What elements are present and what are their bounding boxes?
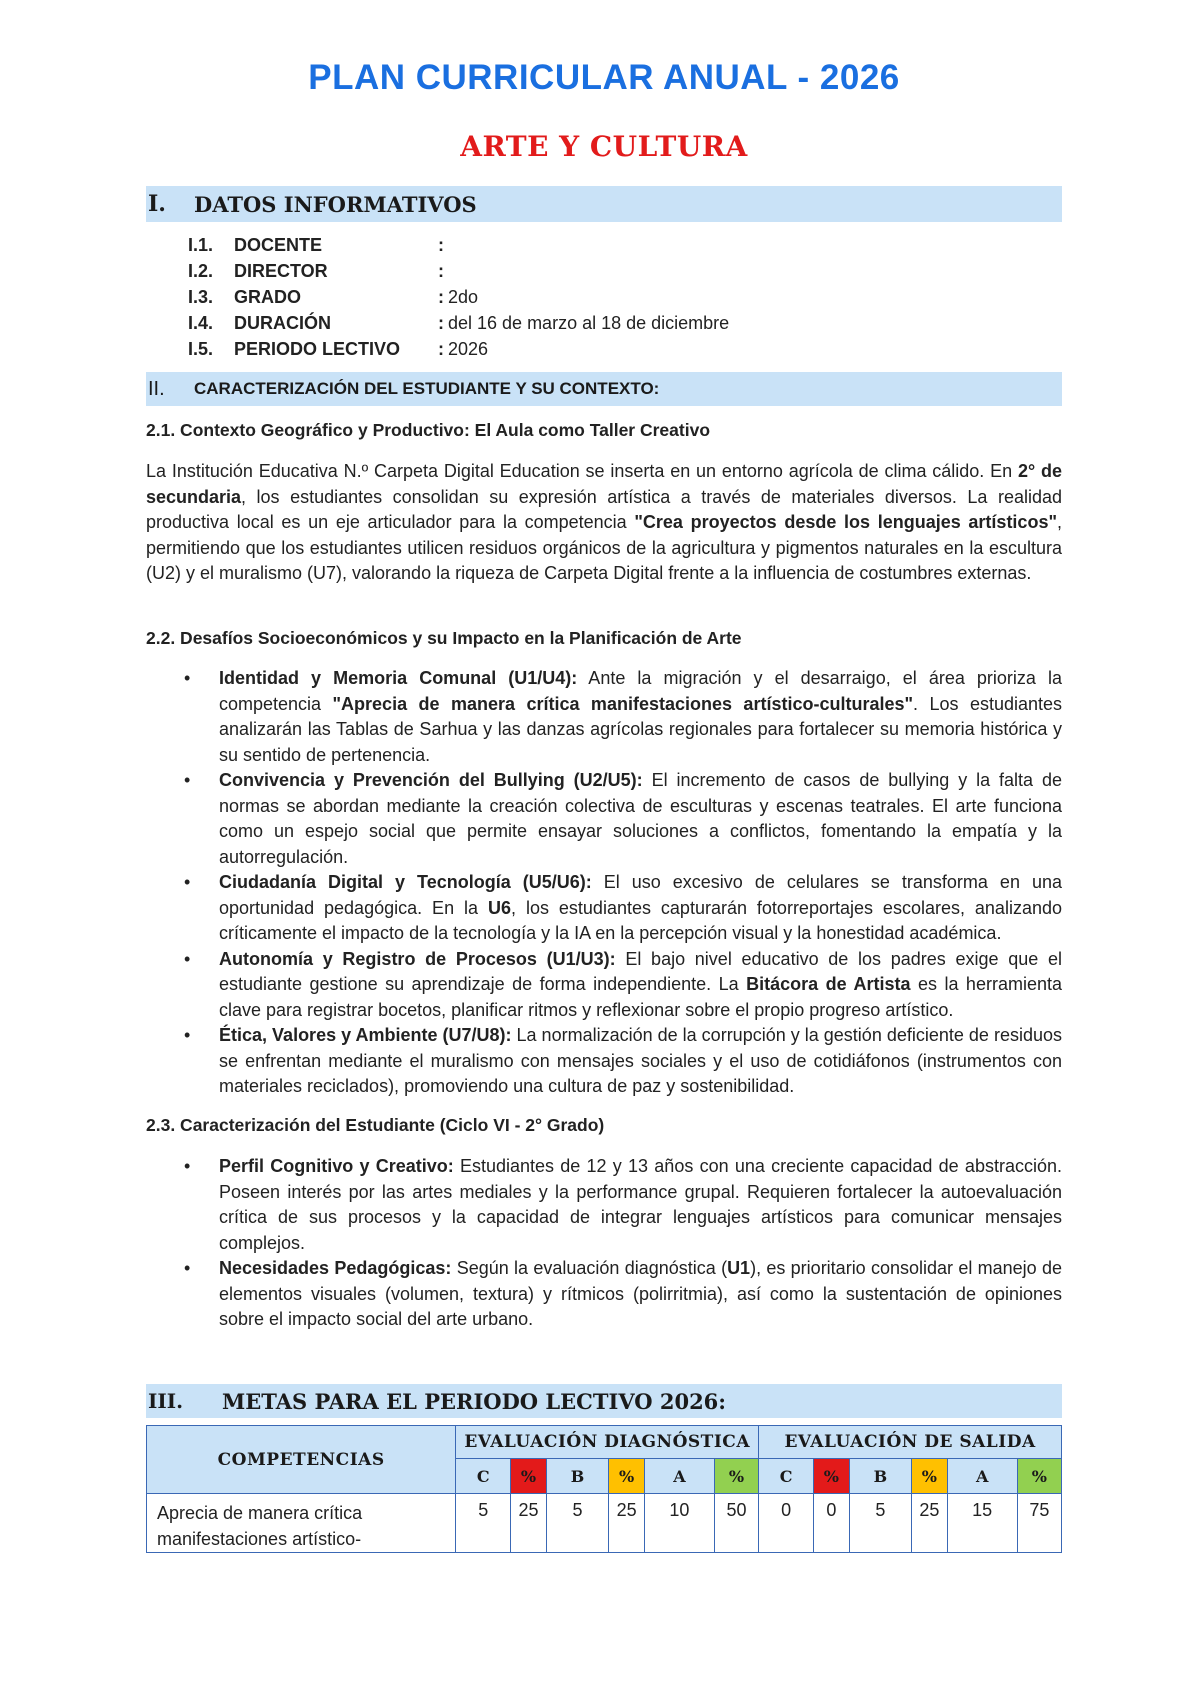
subsection-2-3-title: 2.3. Caracterización del Estudiante (Ciclo VI - 2° Grado): [146, 1115, 605, 1135]
info-colon: :: [438, 313, 444, 333]
item-text: ), es prioritario consolidar el manejo de elementos visuales (volumen, textura) y rítmicos (polirritmia), así como la sustentación de opiniones sobre el impacto social del arte urbano.: [219, 1258, 1062, 1329]
info-row: [188, 258, 729, 284]
item-text: , los estudiantes capturarán fotorreportajes escolares, analizando críticamente el impacto de la tecnología y la IA en la percepción visual y la honestidad académica.: [219, 897, 1062, 943]
context-bold: 2° de secundaria: [146, 461, 1063, 507]
info-colon: :: [438, 339, 444, 359]
item-text: Ante la migración y el desarraigo, el área prioriza la competencia: [219, 668, 1062, 714]
item-text: El bajo nivel educativo de los padres exige que el estudiante gestione su aprendizaje de forma independiente. La: [219, 948, 1062, 994]
subheader-percent: %: [1017, 1459, 1061, 1494]
info-value: 2do: [448, 287, 479, 307]
value-cell: 25: [511, 1494, 547, 1553]
value-cell: 10: [644, 1494, 714, 1553]
item-bold: Ética, Valores y Ambiente (U7/U8):: [219, 1025, 512, 1045]
context-bold: "Crea proyectos desde los lenguajes artísticos": [634, 512, 1057, 532]
item-bold: Necesidades Pedagógicas:: [219, 1258, 452, 1278]
item-text: es la herramienta clave para registrar bocetos, planificar ritmos y reflexionar sobre el propio progreso artístico.: [219, 974, 1062, 1020]
document-title: PLAN CURRICULAR ANUAL - 2026: [308, 58, 900, 97]
challenges-list: [146, 666, 1062, 1100]
section-3-number: III.: [148, 1389, 184, 1413]
info-key: DOCENTE: [234, 235, 323, 255]
list-item: [146, 947, 1062, 1024]
subheader-c: C: [456, 1459, 511, 1494]
info-colon: :: [438, 235, 444, 255]
info-key: DIRECTOR: [234, 261, 328, 281]
value-cell: 0: [759, 1494, 814, 1553]
item-bold: "Aprecia de manera crítica manifestaciones artístico-culturales": [332, 693, 914, 714]
context-text: , permitiendo que los estudiantes utilicen residuos orgánicos de la agricultura y pigmentos naturales en la escultura (U2) y el muralismo (U7), valorando la riqueza de Carpeta Digital frente a la influencia de costumbres externas.: [146, 512, 1063, 583]
subheader-percent: %: [511, 1459, 547, 1494]
subheader-a: A: [644, 1459, 714, 1494]
item-text: El incremento de casos de bullying y la falta de normas se abordan mediante la creación colectiva de esculturas y escenas teatrales. El arte funciona como un espejo social que permite ensayar soluciones a conflictos, fomentando la empatía y la autorregulación.: [219, 770, 1063, 867]
student-profile-list: [146, 1154, 1062, 1333]
subheader-c: C: [759, 1459, 814, 1494]
list-item: [146, 768, 1062, 870]
item-text: Estudiantes de 12 y 13 años con una creciente capacidad de abstracción. Poseen interés por las artes mediales y la performance grupal. Requieren fortalecer la autoevaluación crítica de sus procesos y la capacidad de integrar lenguajes artísticos para comunicar mensajes complejos.: [219, 1156, 1062, 1253]
context-text: La Institución Educativa N.º Carpeta Digital Education se inserta en un entorno agrícola de clima cálido. En: [146, 461, 1018, 481]
value-cell: 25: [912, 1494, 948, 1553]
competencia-cell: Aprecia de manera crítica manifestaciones artístico-: [147, 1494, 456, 1553]
value-cell: 50: [714, 1494, 758, 1553]
list-item: [146, 870, 1062, 947]
info-value: del 16 de marzo al 18 de diciembre: [448, 313, 730, 333]
list-item: [146, 1023, 1062, 1100]
bullet-icon: •: [184, 1025, 191, 1045]
subsection-2-1-title: 2.1. Contexto Geográfico y Productivo: El Aula como Taller Creativo: [146, 420, 711, 440]
header-competencias: COMPETENCIAS: [147, 1426, 456, 1494]
list-item: [146, 1256, 1062, 1333]
subheader-b: B: [546, 1459, 609, 1494]
value-cell: 75: [1017, 1494, 1061, 1553]
info-row: [188, 284, 729, 310]
context-text: , los estudiantes consolidan su expresión artística a través de materiales diversos. La realidad productiva local es un eje articulador para la competencia: [146, 486, 1062, 532]
item-bold: U1: [727, 1258, 751, 1278]
item-text: La normalización de la corrupción y la gestión deficiente de residuos se enfrentan mediante el muralismo con mensajes sociales y el uso de cotidiáfonos (instrumentos con materiales reciclados), promoviendo una cultura de paz y sostenibilidad.: [219, 1025, 1062, 1096]
bullet-icon: •: [184, 948, 191, 969]
value-cell: 25: [609, 1494, 645, 1553]
section-3-title: METAS PARA EL PERIODO LECTIVO 2026:: [222, 1388, 727, 1414]
subheader-b: B: [849, 1459, 912, 1494]
subheader-percent: %: [609, 1459, 645, 1494]
info-row: [188, 310, 729, 336]
info-number: I.1.: [188, 235, 214, 255]
info-number: I.2.: [188, 261, 214, 281]
value-cell: 5: [456, 1494, 511, 1553]
item-text: El uso excesivo de celulares se transforma en una oportunidad pedagógica. En la: [219, 872, 1062, 918]
bullet-icon: •: [184, 1156, 191, 1176]
value-cell: 15: [947, 1494, 1017, 1553]
item-bold: U6: [487, 897, 511, 918]
section-2-number: II.: [148, 377, 165, 400]
info-colon: :: [438, 287, 444, 307]
bullet-icon: •: [184, 770, 191, 790]
header-evaluacion-salida: EVALUACIÓN DE SALIDA: [759, 1426, 1062, 1459]
item-bold: Autonomía y Registro de Procesos (U1/U3):: [219, 948, 616, 969]
item-bold: Convivencia y Prevención del Bullying (U2/U5):: [219, 770, 643, 790]
info-list: [188, 232, 729, 362]
subsection-2-2-title: 2.2. Desafíos Socioeconómicos y su Impacto en la Planificación de Arte: [146, 628, 742, 648]
goals-table: [146, 1425, 1062, 1553]
section-2-title: CARACTERIZACIÓN DEL ESTUDIANTE Y SU CONTEXTO:: [194, 379, 660, 398]
section-1-title: DATOS INFORMATIVOS: [194, 191, 477, 217]
info-colon: :: [438, 261, 444, 281]
bullet-icon: •: [184, 872, 191, 892]
info-key: DURACIÓN: [234, 313, 331, 333]
section-3-header: [146, 1384, 1062, 1418]
header-evaluacion-diagnostica: EVALUACIÓN DIAGNÓSTICA: [456, 1426, 759, 1459]
info-value: 2026: [448, 339, 489, 359]
subheader-a: A: [947, 1459, 1017, 1494]
list-item: [146, 1154, 1062, 1256]
value-cell: 5: [546, 1494, 609, 1553]
item-text: . Los estudiantes analizarán las Tablas de Sarhua y las danzas agrícolas regionales para fortalecer su memoria histórica y su sentido de pertenencia.: [219, 693, 1063, 765]
document-subtitle: ARTE Y CULTURA: [460, 130, 748, 163]
item-text: Según la evaluación diagnóstica (: [451, 1258, 728, 1278]
section-1-header: [146, 186, 1062, 222]
section-2-header: [146, 372, 1062, 406]
item-bold: Identidad y Memoria Comunal (U1/U4):: [219, 668, 578, 688]
table-row: [147, 1494, 1062, 1553]
section-1-number: I.: [148, 191, 166, 217]
list-item: [146, 666, 1062, 768]
info-key: GRADO: [234, 287, 301, 307]
item-bold: Ciudadanía Digital y Tecnología (U5/U6):: [219, 872, 592, 892]
value-cell: 5: [849, 1494, 912, 1553]
context-paragraph: [146, 459, 1062, 587]
info-row: [188, 232, 729, 258]
info-number: I.3.: [188, 287, 214, 307]
item-bold: Perfil Cognitivo y Creativo:: [219, 1156, 454, 1176]
info-row: [188, 336, 729, 362]
subheader-percent: %: [912, 1459, 948, 1494]
item-bold: Bitácora de Artista: [746, 974, 911, 994]
bullet-icon: •: [184, 668, 191, 688]
subheader-percent: %: [814, 1459, 850, 1494]
subheader-percent: %: [714, 1459, 758, 1494]
value-cell: 0: [814, 1494, 850, 1553]
bullet-icon: •: [184, 1258, 191, 1278]
info-number: I.4.: [188, 313, 214, 333]
info-number: I.5.: [188, 339, 214, 359]
info-key: PERIODO LECTIVO: [234, 339, 401, 359]
